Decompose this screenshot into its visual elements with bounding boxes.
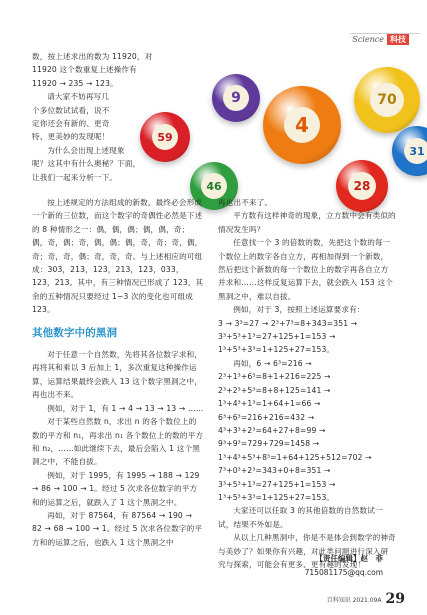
text-line: 为什么会出现上述现象 [47, 145, 125, 155]
paragraph: 平方数有这样神奇的现象，立方数中会有类似的情况发生吗？ [218, 211, 396, 234]
left-column-top [32, 50, 242, 184]
ball-label: 59 [157, 130, 173, 144]
ball-4 [263, 86, 341, 164]
paragraph: 对于某些自然数 n，求出 n 的各个数位上的数的平方和 n₁，再求出 n₁ 各个数位上的数的平方和 n₂，……如此继续下去，最后会陷入 1 这个黑洞之中，不能自拔。 [32, 417, 204, 467]
header-english: Science [352, 35, 384, 44]
text-line: 个多位数试试看，说不 [32, 105, 110, 115]
right-column-body [218, 196, 396, 571]
ball-label: 4 [295, 113, 309, 137]
paragraph: 任意找一个 3 的倍数的数，先把这个数的每一个数位上的数字各自立方，再相加得到一个新数，然后把这个新数的每一个数位上的数字再各自立方并求和……这样反复运算下去，就会跌入 153 这个黑洞之中，难以自拔。 [218, 238, 393, 301]
paragraph: 例如，对于 1，有 1 → 4 → 13 → 13 → …… [47, 403, 204, 413]
paragraph: 再如，6 → 6³=216 → 2³+1³+6³=8+1+216=225 → 2³+2³+5³=8+8+125=141 → 1³+4³+1³=1+64+1=66 → 6³+6³=216+216=432 → 4³+3³+2³=64+27+8=99 → 9³+9³=729+729=1458 → 1³+4³+5³+8³=1+64+125+512=702 → 7³+0³+2³=343+0+8=351 → 3³+5³+1³=27+125+1=153 → 1³+5³+3³=1+125+27=153。 [218, 358, 372, 502]
paragraph: 例如，对于 3，按照上述运算要求有： [233, 305, 365, 315]
text-line: 11920 → 235 → 123。 [32, 78, 118, 88]
paragraph: 按上述规定的方法组成的新数，最终必会形成一个新的三位数，而这个数字的奇偶性必然是下述的 8 种情形之一：偶，偶，偶；偶，偶，奇；偶，奇，偶；奇，偶，偶；偶，奇，奇；奇，偶，奇；奇，奇，偶；奇，奇，奇。与上述相应的可组成：303，213，123，213，123，033，123，213。其中，有三种情况已形成了 123，其余的五种情况只要经过 1~3 次的变化也可组成 123。 [32, 198, 204, 315]
editor-email: 715081175@qq.com [304, 568, 383, 577]
section-heading: 其他数字中的黑洞 [32, 326, 118, 339]
text-line: 11920 这个数重复上述操作有 [32, 65, 137, 75]
paragraph: 再如，对于 87564，有 87564 → 190 → 82 → 68 → 100 → 1。经过 5 次求各位数字的平方和的运算之后，也跌入 1 这个黑洞之中 [32, 510, 203, 547]
header-chinese-tag: 科技 [387, 34, 409, 45]
text-line: 请大家不妨再写几 [47, 92, 110, 102]
paragraph: 对于任意一个自然数，先将其各位数字求和，再将其和乘以 3 后加上 1，多次重复这种操作运算，运算结果最终会跌入 13 这个数字黑洞之中，再也出不来。 [32, 350, 203, 400]
text-line: 让我们一起来分析一下。 [32, 172, 118, 182]
text-line: 数，按上述求出的数为 11920，对 [32, 52, 153, 61]
page-footer [327, 591, 405, 607]
ball-label: 28 [353, 179, 371, 193]
paragraph: 3 → 3³=27 → 2³+7³=8+343=351 → 3³+5³+1³=27+125+1=153 → 1³+5³+3³=1+125+27=153。 [218, 318, 358, 355]
ball-31 [392, 126, 427, 176]
paragraph: 例如，对于 1995，有 1995 → 188 → 129 → 86 → 100 → 1。经过 5 次求各位数字的平方和的运算之后，就跌入了 1 这个黑洞之中。 [32, 470, 200, 507]
text-line: 特、更美妙的发现呢！ [32, 132, 110, 142]
ball-label: 70 [377, 92, 397, 108]
ball-label: 31 [409, 144, 425, 158]
paragraph: 大家还可以任取 3 的其他倍数的自然数试一试，结果不外如是。 [218, 506, 383, 529]
paragraph: 从以上几种黑洞中，你是不是体会到数学的神奇与美妙了？如果你有兴趣，对此类问题进行深入研究与探索，可能会有更多、更有趣的发现！ [218, 533, 396, 569]
text-line: 呢？这其中有什么奥秘？下面， [32, 159, 141, 169]
text-line: 定你还会有新的、更奇 [32, 119, 110, 129]
ball-label: 9 [231, 90, 241, 106]
ball-label: 46 [206, 179, 222, 193]
journal-info: 百科知识 2021.09A [326, 597, 382, 604]
page-number: 29 [385, 591, 405, 607]
left-column-body [32, 196, 204, 549]
paragraph: 再也出不来了。 [218, 198, 273, 207]
editor-credit: 【责任编辑】赵 菲 [315, 554, 383, 563]
ball-70 [354, 67, 420, 133]
